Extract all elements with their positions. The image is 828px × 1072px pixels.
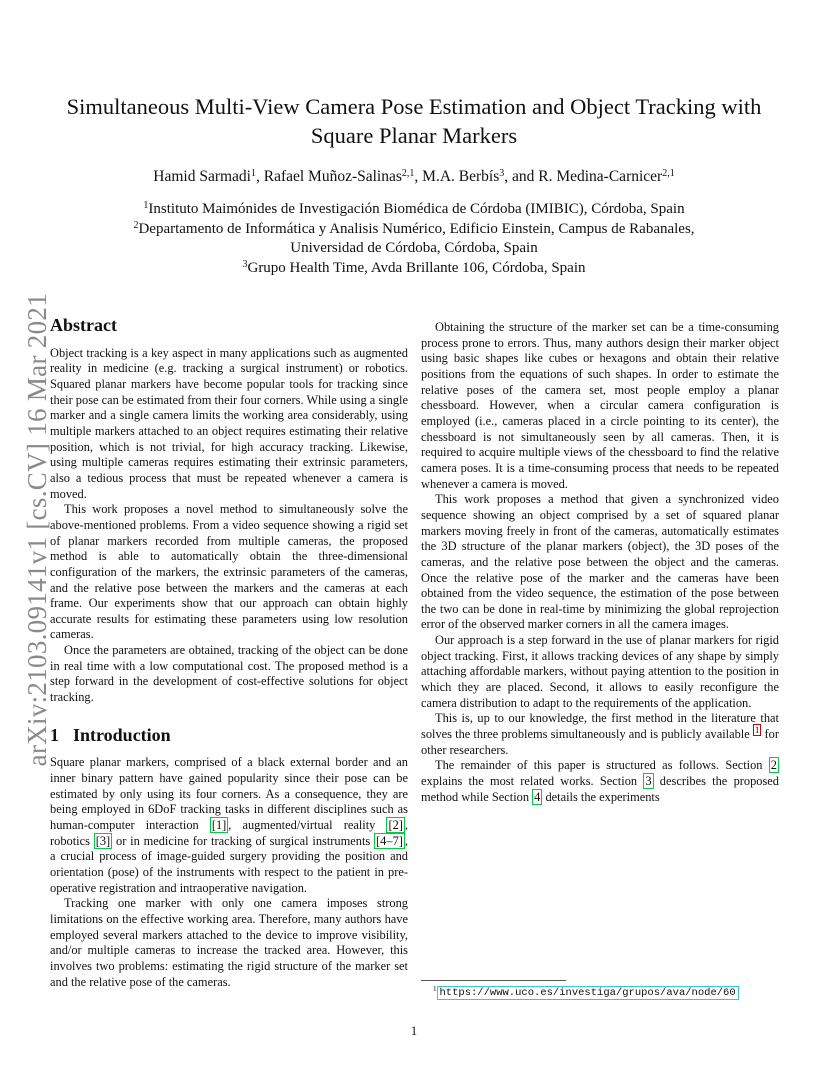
abstract-paragraph: Once the parameters are obtained, tracking of the object can be done in real time with a low computational cost. The proposed method is a step forward in the development of cost-effective solutions for object tracking. (50, 643, 408, 705)
section-title: Introduction (73, 724, 171, 745)
footnote-number: 1 (433, 985, 437, 993)
citation-link[interactable]: [2] (388, 818, 403, 833)
footnote-link[interactable]: 1 (754, 725, 760, 736)
author-name: Hamid Sarmadi (153, 168, 251, 185)
paper-title: Simultaneous Multi-View Camera Pose Estimation and Object Tracking with Square Planar Markers (66, 94, 762, 148)
intro-paragraph: Square planar markers, comprised of a black external border and an inner binary pattern have gained popularity since their pose can be estimated by only using its four corners. As a consequence, they are being employed in 6DoF tracking tasks in different disciplines such as human-computer interaction [1] , augmented/virtual reality [2] , robotics [3] or in medicine for tracking of surgical instruments [4–7] , a crucial process of image-guided surgery providing the position and orientation (pose) of the instruments with respect to the patient in pre-operative registration and intraoperative navigation. (50, 755, 408, 895)
author-name: M.A. Berbís (422, 168, 500, 185)
affiliation: $^3$Grupo Health Time, Avda Brillante 106, Córdoba, Spain (242, 258, 586, 276)
right-column (421, 320, 779, 805)
intro-paragraph: Our approach is a step forward in the use of planar markers for rigid object tracking. First, it allows tracking devices of any shape by simply attaching affordable markers, without paying attention to the position in which they are placed. Second, it allows to easily reconfigure the camera distribution to adapt to the requirements of the application. (421, 633, 779, 710)
intro-paragraph: Tracking one marker with only one camera imposes strong limitations on the effective working area. Therefore, many authors have employed several markers attached to the device to improve visibility, and/or multiple cameras to increase the tracked area. However, this involves two problems: estimating the rigid structure of the marker set and the relative pose of the cameras. (50, 896, 408, 989)
affiliation-list (48, 200, 780, 278)
author-affil-sup: 2,1 (401, 168, 415, 179)
author-name: Rafael Muñoz-Salinas (263, 168, 402, 185)
footnote-rule (421, 980, 566, 981)
citation-link[interactable]: [1] (211, 818, 227, 833)
footnote (433, 987, 739, 999)
section-ref-link[interactable]: 3 (645, 774, 652, 789)
intro-paragraph: This work proposes a method that given a synchronized video sequence showing an object comprised by a set of squared planar markers moving freely in front of the cameras, automatically estimates the 3D structure of the planar markers (object), the 3D poses of the cameras, and the relative pose between the object and the cameras. Once the relative pose of the marker and the cameras have been obtained from the video sequence, the estimation of the pose between the two can be done in real-time by minimizing the global reprojection error of the observed marker corners in all the camera images. (421, 492, 779, 632)
author-list: Hamid Sarmadi$^1$, Rafael Muñoz-Salinas$^{2,1}$, M.A. Berbís$^3$, and R. Medina-Carnicer$^{2,1}$ (153, 168, 675, 185)
arxiv-stamp: arXiv:2103.09141v1 [cs.CV] 16 Mar 2021 (21, 293, 52, 767)
section-ref-link[interactable]: 4 (534, 789, 541, 804)
page-number: 1 (410, 1024, 418, 1038)
left-column (50, 315, 408, 990)
author-affil-sup: 1 (250, 168, 256, 179)
author-affil-sup: 2,1 (662, 168, 675, 179)
intro-paragraph: This is, up to our knowledge, the first method in the literature that solves the three problems simultaneously and is publicly available $^1$ for other researchers. (421, 711, 779, 757)
footnote-url-link[interactable]: https://www.uco.es/investiga/grupos/ava/node/60 (437, 986, 739, 1000)
section-heading-introduction (50, 724, 408, 745)
intro-paragraph: Obtaining the structure of the marker set can be a time-consuming process prone to errors. Thus, many authors design their marker object using basic shapes like cubes or hexagons and obtain their relative positions from the equations of such shapes. In order to estimate the relative poses of the camera set, most people employ a planar chessboard. However, when a circular camera configuration is employed (i.e., cameras placed in a circle pointing to its center), the chessboard is not simultaneously seen by all cameras. Then, it is required to acquire multiple views of the chessboard to find the relative camera poses. It is a time-consuming process that needs to be repeated whenever a camera is moved. (421, 320, 779, 491)
abstract-paragraph: Object tracking is a key aspect in many applications such as augmented reality in medicine (e.g. tracking a surgical instrument) or robotics. Squared planar markers have become popular tools for tracking since their pose can be estimated from their four corners. While using a single marker and a single camera limits the working area considerably, using multiple markers attached to an object requires estimating their relative position, which is not trivial, for high accuracy tracking. Likewise, using multiple cameras requires estimating their extrinsic parameters, also a tedious process that must be repeated whenever a camera is moved. (50, 345, 408, 501)
affiliation: $^2$Departamento de Informática y Analisis Numérico, Edificio Einstein, Campus de Rabanales, (133, 219, 695, 237)
section-ref-link[interactable]: 2 (770, 758, 777, 773)
affiliation: $^1$Instituto Maimónides de Investigación Biomédica de Córdoba (IMIBIC), Córdoba, Spain (143, 200, 685, 217)
abstract-paragraph: This work proposes a novel method to simultaneously solve the above-mentioned problems. From a video sequence showing a rigid set of planar markers recorded from multiple cameras, the proposed method is able to automatically obtain the three-dimensional configuration of the markers, the extrinsic parameters of the cameras, and the relative pose between the markers and the cameras at each frame. Our experiments show that our approach can obtain highly accurate results for estimating these parameters using low resolution cameras. (50, 502, 408, 642)
abstract-heading: Abstract (50, 315, 117, 335)
intro-paragraph: The remainder of this paper is structured as follows. Section 2 explains the most related works. Section 3 describes the proposed method while Section 4 details the experiments (421, 758, 779, 804)
author-name: R. Medina-Carnicer (538, 168, 663, 185)
affiliation-continued: Universidad de Córdoba, Córdoba, Spain (290, 240, 538, 256)
author-affil-sup: 3 (499, 168, 505, 179)
citation-link[interactable]: [3] (95, 833, 111, 848)
section-number: 1 (50, 724, 59, 745)
citation-link[interactable]: [4–7] (376, 833, 403, 848)
